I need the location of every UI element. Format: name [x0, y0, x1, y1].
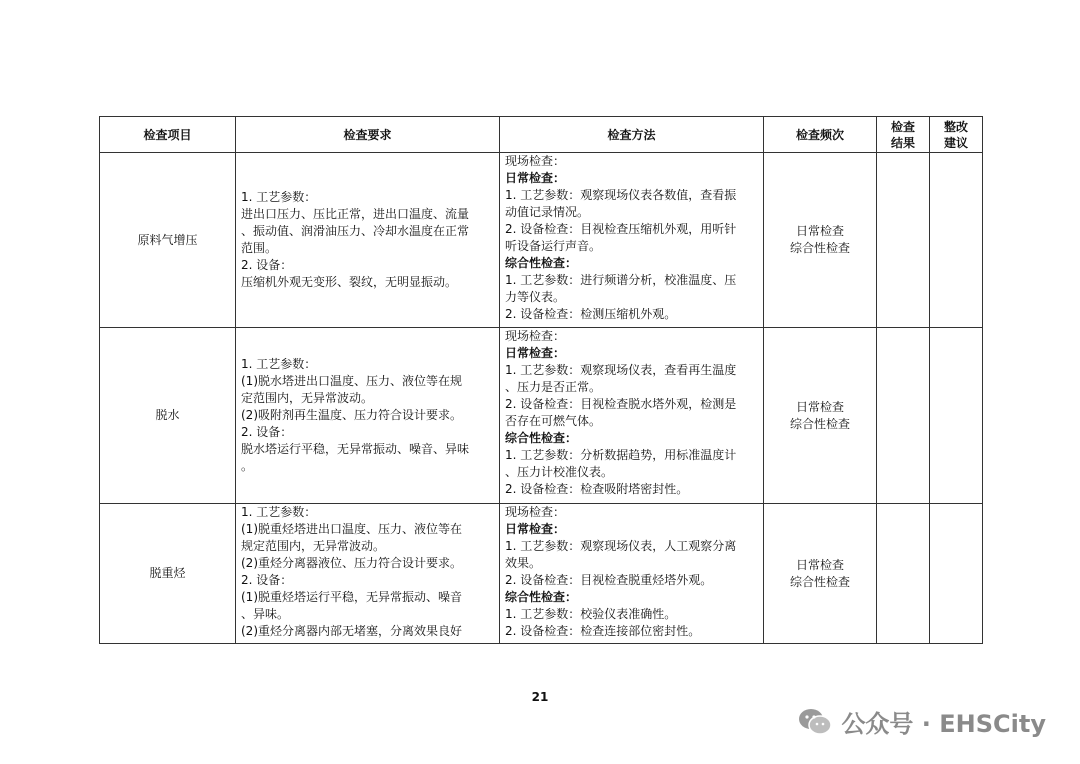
table-row	[100, 328, 983, 504]
suggestion-cell[interactable]	[930, 153, 983, 328]
frequency-cell	[764, 153, 877, 328]
method-line: 1. 工艺参数：进行频谱分析，校准温度、压	[505, 273, 737, 287]
requirement-line: 范围。	[241, 241, 278, 255]
header-result: 检查 结果	[877, 117, 930, 153]
method-line: 动值记录情况。	[505, 205, 590, 219]
requirement-line: 脱水塔运行平稳，无异常振动、噪音、异味	[241, 442, 470, 456]
method-line: 2. 设备检查：检查连接部位密封性。	[505, 624, 701, 638]
method-line: 1. 工艺参数：观察现场仪表各数值，查看振	[505, 188, 737, 202]
method-line: 2. 设备检查：目视检查脱水塔外观，检测是	[505, 397, 737, 411]
wechat-icon	[797, 707, 833, 737]
page-number: 21	[531, 690, 549, 704]
frequency-line: 综合性检查	[789, 574, 850, 589]
requirement-line: 2. 设备：	[241, 425, 293, 439]
method-cell	[500, 153, 764, 328]
method-line: 日常检查：	[505, 171, 566, 185]
method-line: 2. 设备检查：检查吸附塔密封性。	[505, 482, 689, 496]
method-line: 听设备运行声音。	[505, 239, 602, 253]
requirement-line: 、异味。	[241, 607, 290, 621]
suggestion-cell[interactable]	[930, 504, 983, 644]
method-cell	[500, 504, 764, 644]
requirement-line: 规定范围内，无异常波动。	[241, 539, 386, 553]
frequency-line: 综合性检查	[789, 241, 850, 255]
method-line: 现场检查：	[505, 329, 566, 343]
method-line: 综合性检查：	[505, 590, 578, 604]
inspection-item: 脱水	[100, 328, 236, 504]
requirement-line: (2)吸附剂再生温度、压力符合设计要求。	[241, 408, 462, 422]
inspection-table	[99, 116, 983, 644]
requirement-line: (2)重烃分离器内部无堵塞，分离效果良好	[241, 624, 462, 638]
header-frequency: 检查频次	[764, 117, 877, 153]
frequency-line: 日常检查	[795, 224, 844, 238]
requirements-cell	[236, 328, 500, 504]
method-line: 、压力计校准仪表。	[505, 465, 614, 479]
requirement-line: 1. 工艺参数：	[241, 357, 317, 371]
inspection-item: 原料气增压	[100, 153, 236, 328]
method-line: 1. 工艺参数：校验仪表准确性。	[505, 607, 677, 621]
header-item: 检查项目	[100, 117, 236, 153]
method-line: 1. 工艺参数：观察现场仪表，人工观察分离	[505, 539, 737, 553]
frequency-line: 日常检查	[795, 399, 844, 414]
header-suggestion: 整改 建议	[930, 117, 983, 153]
frequency-cell	[764, 328, 877, 504]
method-line: 力等仪表。	[505, 290, 566, 304]
frequency-line: 综合性检查	[789, 416, 850, 431]
method-line: 2. 设备检查：检测压缩机外观。	[505, 307, 677, 321]
method-line: 否存在可燃气体。	[505, 414, 602, 428]
method-line: 1. 工艺参数：观察现场仪表，查看再生温度	[505, 363, 737, 377]
requirement-line: 压缩机外观无变形、裂纹，无明显振动。	[241, 275, 458, 289]
frequency-line: 日常检查	[795, 557, 844, 572]
requirement-line: 、振动值、润滑油压力、冷却水温度在正常	[241, 224, 470, 238]
table-row	[100, 504, 983, 644]
requirement-line: (1)脱重烃塔运行平稳，无异常振动、噪音	[241, 590, 462, 604]
method-line: 综合性检查：	[505, 431, 578, 445]
result-cell[interactable]	[877, 504, 930, 644]
method-line: 现场检查：	[505, 505, 566, 519]
requirement-line: 定范围内，无异常波动。	[241, 391, 374, 405]
method-line: 日常检查：	[505, 346, 566, 360]
frequency-cell	[764, 504, 877, 644]
requirement-line: 。	[241, 459, 254, 473]
result-cell[interactable]	[877, 153, 930, 328]
requirement-line: 进出口压力、压比正常，进出口温度、流量	[241, 207, 470, 221]
header-requirements: 检查要求	[236, 117, 500, 153]
header-method: 检查方法	[500, 117, 764, 153]
requirement-line: 2. 设备：	[241, 258, 293, 272]
result-cell[interactable]	[877, 328, 930, 504]
table-row	[100, 153, 983, 328]
method-line: 2. 设备检查：目视检查压缩机外观，用听针	[505, 222, 737, 236]
requirements-cell	[236, 504, 500, 644]
inspection-item: 脱重烃	[100, 504, 236, 644]
watermark	[797, 704, 1046, 739]
method-line: 日常检查：	[505, 522, 566, 536]
watermark-text: 公众号 · EHSCity	[841, 710, 1046, 738]
requirement-line: (1)脱重烃塔进出口温度、压力、液位等在	[241, 522, 462, 536]
requirement-line: 1. 工艺参数：	[241, 190, 317, 204]
requirement-line: 2. 设备：	[241, 573, 293, 587]
method-line: 现场检查：	[505, 154, 566, 168]
requirement-line: 1. 工艺参数：	[241, 505, 317, 519]
requirement-line: (2)重烃分离器液位、压力符合设计要求。	[241, 556, 462, 570]
method-line: 、压力是否正常。	[505, 380, 602, 394]
requirement-line: (1)脱水塔进出口温度、压力、液位等在规	[241, 374, 462, 388]
method-line: 2. 设备检查：目视检查脱重烃塔外观。	[505, 573, 713, 587]
requirements-cell	[236, 153, 500, 328]
table-header-row	[100, 117, 983, 153]
method-line: 1. 工艺参数：分析数据趋势，用标准温度计	[505, 448, 737, 462]
method-line: 效果。	[505, 556, 542, 570]
method-cell	[500, 328, 764, 504]
method-line: 综合性检查：	[505, 256, 578, 270]
suggestion-cell[interactable]	[930, 328, 983, 504]
